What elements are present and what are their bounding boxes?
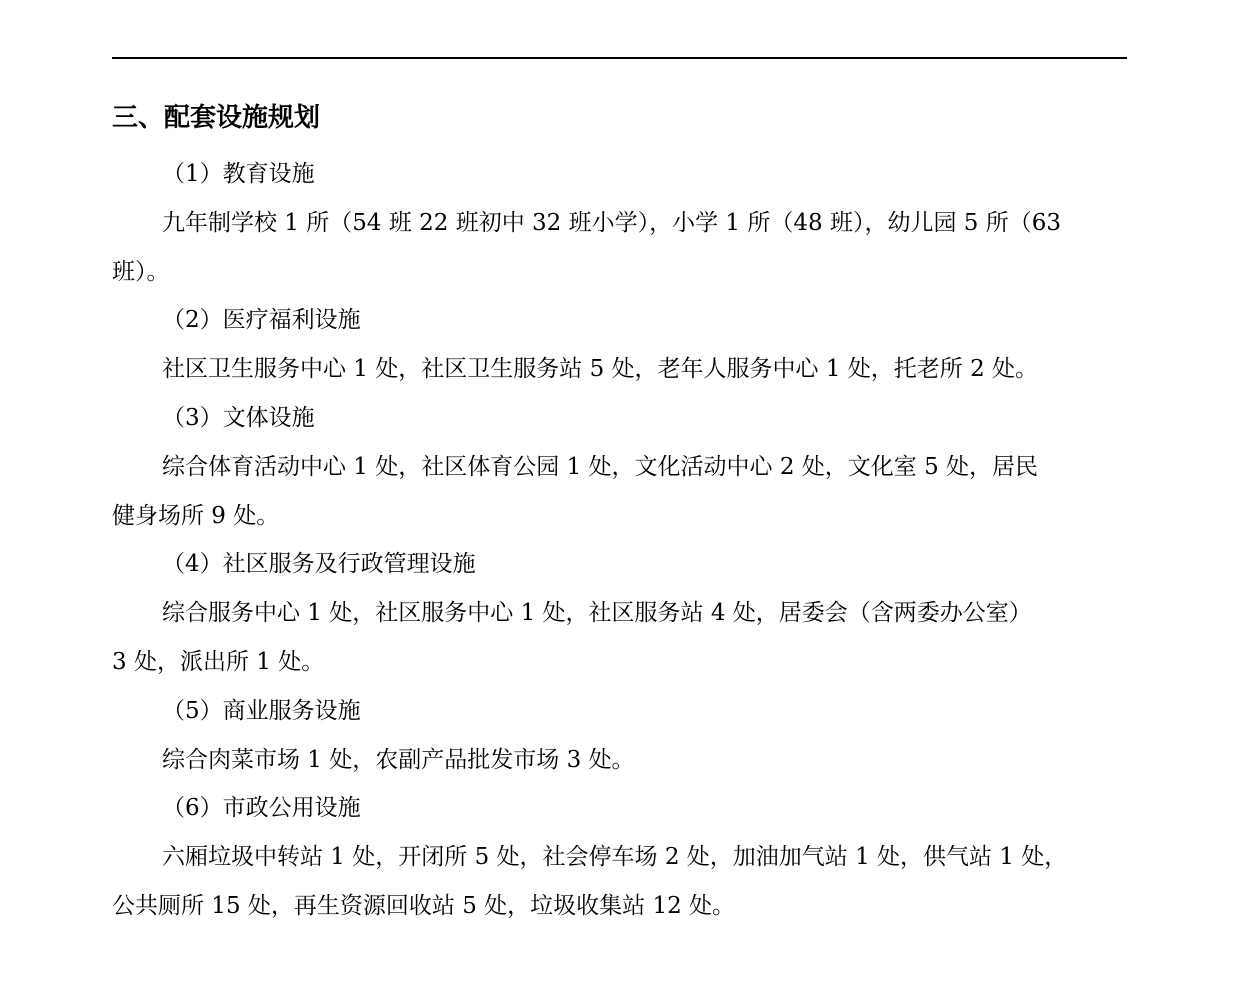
item-heading-commercial: （5）商业服务设施 — [162, 697, 361, 724]
item-heading-education: （1）教育设施 — [162, 161, 315, 187]
item-text-line: 六厢垃圾中转站 1 处，开闭所 5 处，社会停车场 2 处，加油加气站 1 处，供气站 1 处， — [162, 844, 1068, 871]
item-text-line: 综合体育活动中心 1 处，社区体育公园 1 处，文化活动中心 2 处，文化室 5 处，居民 — [162, 453, 1039, 480]
item-text-line: 公共厕所 15 处，再生资源回收站 5 处，垃圾收集站 12 处。 — [112, 892, 736, 919]
item-text-line: 九年制学校 1 所（54 班 22 班初中 32 班小学），小学 1 所（48 班），幼儿园 5 所（63 — [162, 209, 1061, 236]
item-text-line: 综合肉菜市场 1 处，农副产品批发市场 3 处。 — [162, 746, 635, 773]
item-text-line: 班）。 — [112, 258, 170, 285]
item-text-line: 综合服务中心 1 处，社区服务中心 1 处，社区服务站 4 处，居委会（含两委办公室） — [162, 600, 1032, 627]
item-text-line: 健身场所 9 处。 — [112, 502, 280, 529]
item-heading-community-services: （4）社区服务及行政管理设施 — [162, 551, 476, 578]
document-body — [112, 150, 1092, 931]
item-text-line: 3 处，派出所 1 处。 — [112, 648, 325, 675]
item-heading-medical: （2）医疗福利设施 — [162, 307, 361, 334]
section-title: 三、配套设施规划 — [112, 103, 321, 133]
item-heading-culture-sports: （3）文体设施 — [162, 404, 315, 431]
item-heading-municipal: （6）市政公用设施 — [162, 795, 361, 822]
header-rule — [112, 57, 1127, 59]
item-text-line: 社区卫生服务中心 1 处，社区卫生服务站 5 处，老年人服务中心 1 处，托老所 2 处。 — [162, 356, 1039, 383]
